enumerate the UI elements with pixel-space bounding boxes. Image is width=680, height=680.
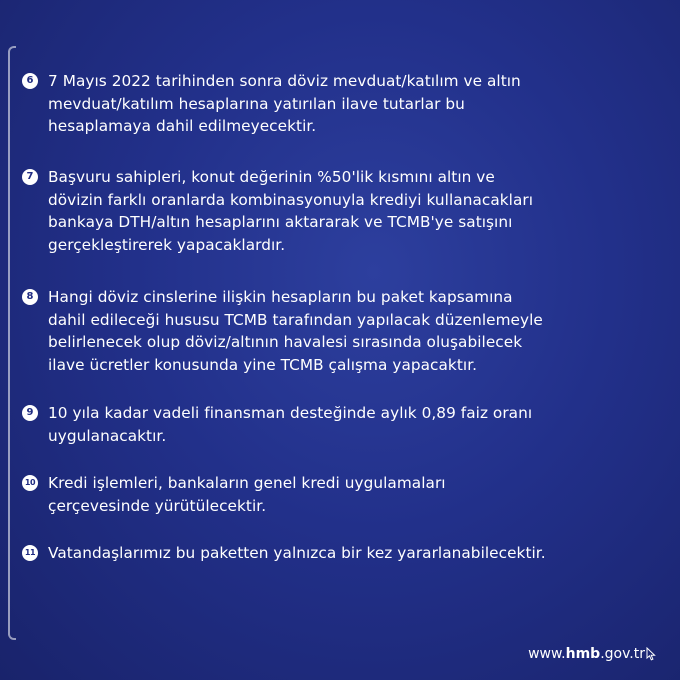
list-item <box>22 70 662 138</box>
list-item <box>22 166 662 257</box>
list-item <box>22 286 662 377</box>
list-item <box>22 542 662 565</box>
item-number-badge: 7 <box>22 169 38 185</box>
item-text: Başvuru sahipleri, konut değerinin %50'lik kısmını altın ve dövizin farklı oranlarda kombinasyonuyla krediyi kullanacakları bankaya DTH/altın hesaplarını aktararak ve TCMB'ye satışını gerçekleştirerek yapacaklardır. <box>48 168 534 255</box>
item-number-badge: 10 <box>22 475 38 491</box>
item-number-badge: 9 <box>22 405 38 421</box>
list-item <box>22 402 662 447</box>
url-prefix: www. <box>528 646 566 662</box>
list-item <box>22 472 662 517</box>
item-text: 10 yıla kadar vadeli finansman desteğinde aylık 0,89 faiz oranı uygulanacaktır. <box>48 404 533 445</box>
item-number-badge: 8 <box>22 289 38 305</box>
item-number-badge: 11 <box>22 545 38 561</box>
url-suffix: .gov.tr <box>600 646 645 662</box>
frame-bracket <box>8 46 16 640</box>
item-text: Kredi işlemleri, bankaların genel kredi uygulamaları çerçevesinde yürütülecektir. <box>48 474 446 515</box>
item-text: 7 Mayıs 2022 tarihinden sonra döviz mevduat/katılım ve altın mevduat/katılım hesaplarına yatırılan ilave tutarlar bu hesaplamaya dahil edilmeyecektir. <box>48 72 521 136</box>
pointer-cursor-icon <box>646 647 656 661</box>
website-link[interactable] <box>528 646 656 662</box>
item-number-badge: 6 <box>22 73 38 89</box>
url-brand: hmb <box>565 646 601 662</box>
item-text: Vatandaşlarımız bu paketten yalnızca bir kez yararlanabilecektir. <box>48 544 546 562</box>
item-text: Hangi döviz cinslerine ilişkin hesapların bu paket kapsamına dahil edileceği hususu TCMB tarafından yapılacak düzenlemeyle belirlenecek olup döviz/altının havalesi sırasında oluşabilecek ilave ücretler konusunda yine TCMB çalışma yapacaktır. <box>48 288 543 375</box>
